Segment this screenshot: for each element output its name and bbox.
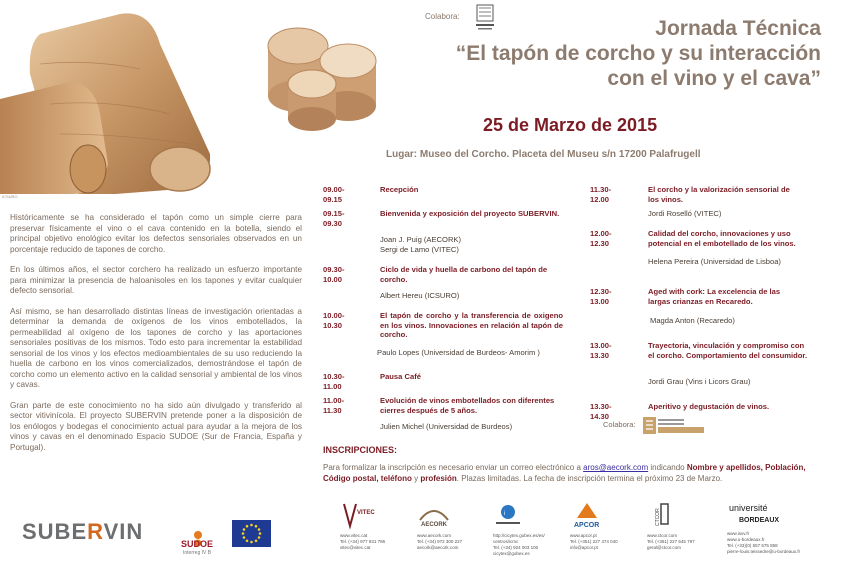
event-location: Lugar: Museo del Corcho. Placeta del Museu s/n 17200 Palafrugell — [386, 149, 701, 160]
ctcor-contact — [647, 533, 712, 551]
program-title: Calidad del corcho, innovaciones y uso potencial en el embotellado de los vinos. — [648, 229, 796, 248]
partner-contact-line: www.apcor.pt — [570, 533, 597, 538]
partner-contact-line: Tel. (+34) 924 003 100 — [493, 545, 539, 550]
program-speaker: Albert Hereu (ICSURO) — [380, 291, 460, 300]
svg-text:i: i — [504, 511, 506, 517]
program-speaker: Sergi de Lamo (VITEC) — [380, 245, 459, 254]
program-title: Aperitivo y degustación de vinos. — [648, 402, 770, 411]
program-title: Ciclo de vida y huella de carbono del tapón de corcho. — [380, 265, 548, 284]
registration-text — [323, 462, 811, 484]
vitec-logo — [340, 500, 375, 530]
program-time: 13.00-13.30 — [590, 341, 612, 360]
partner-contact-line: cicytex@gobex.es — [493, 551, 530, 556]
svg-text:BORDEAUX: BORDEAUX — [739, 517, 780, 524]
program-speaker: Paulo Lopes (Universidad de Burdeos- Amorim ) — [377, 348, 540, 357]
title-line-1: Jornada Técnica — [655, 17, 821, 40]
event-date: 25 de Marzo de 2015 — [483, 115, 658, 135]
registration-text-part: y — [411, 474, 421, 483]
partner-contact-line: Tel. (+34) 977 831 786 — [340, 539, 386, 544]
program-speaker: Helena Pereira (Universidad de Lisboa) — [648, 257, 781, 266]
universite-bordeaux-logo — [727, 500, 785, 530]
intro-paragraph: En los últimos años, el sector corchero ha realizado un esfuerzo importante para minimizar la presencia de haloanisoles en los tapones y evitar cualquier defecto sensorial. — [10, 265, 302, 295]
title-line-3: con el vino y el cava” — [607, 67, 821, 90]
apcor-contact — [570, 533, 635, 551]
program-time: 10.30-11.00 — [323, 372, 345, 391]
eu-flag-icon — [232, 520, 271, 547]
program-title: Aged with cork: La excelencia de las largas crianzas en Recaredo. — [648, 287, 781, 306]
program-speaker: Jordi Roselló (VITEC) — [648, 209, 722, 218]
photo-credit: ICSURO — [2, 194, 18, 199]
partner-contact-line: www.ctcor.com — [647, 533, 678, 538]
program-speaker: Joan J. Puig (AECORK) — [380, 235, 462, 244]
registration-required-fields: Nombre y apellidos, Población, Código postal, teléfono — [323, 463, 806, 483]
program-speaker: Julien Michel (Universidad de Burdeos) — [380, 422, 513, 431]
registration-text-part: Para formalizar la inscripción es necesario enviar un correo electrónico a — [323, 463, 584, 472]
program-title: Trayectoria, vinculación y compromiso con el corcho. Comportamiento del consumidor. — [648, 341, 808, 360]
registration-heading: INSCRIPCIONES: — [323, 445, 398, 455]
partner-contact-line: aecork@aecork.com — [417, 545, 459, 550]
partner-contact-line: www.aecork.com — [417, 533, 452, 538]
svg-text:APCOR: APCOR — [574, 522, 600, 529]
icsuro-logo — [493, 500, 523, 530]
colabora-label-2: Colabora: — [603, 420, 636, 429]
program-time: 13.30-14.30 — [590, 402, 612, 421]
svg-text:AECORK: AECORK — [421, 522, 448, 528]
subervin-logo-text: VIN — [103, 519, 144, 544]
partner-contact-line: info@apcor.pt — [570, 545, 598, 550]
partner-contact-line: www.vitec.cat — [340, 533, 368, 538]
program-time: 09.15-09.30 — [323, 209, 345, 228]
partner-contact-line: www.u-bordeaux.fr — [727, 537, 765, 542]
registration-required-field: profesión — [420, 474, 457, 483]
sudoe-sublabel: Interreg IV B — [183, 550, 212, 556]
partner-contact-line: Tel. (+33)(0) 557 575 858 — [727, 543, 778, 548]
partner-contact-line: www.isvv.fr — [727, 531, 750, 536]
svg-text:VITEC: VITEC — [357, 510, 375, 516]
program-title: El tapón de corcho y la transferencia de oxigeno en los vinos. Innovaciones en relación al tapón de corcho. — [380, 311, 563, 339]
icsuro-contact — [493, 533, 563, 557]
aecork-logo — [417, 500, 451, 530]
cork-pieces-image — [250, 6, 382, 136]
program-title: Pausa Café — [380, 372, 421, 381]
vitec-contact — [340, 533, 400, 551]
program-title: El corcho y la valorización sensorial de los vinos. — [648, 185, 790, 204]
registration-text-part: . Plazas limitadas. La fecha de inscripción termina el próximo 23 de Marzo. — [456, 474, 723, 483]
aecork-contact — [417, 533, 477, 551]
universite-bordeaux-contact — [727, 531, 827, 555]
program-title: Bienvenida y exposición del proyecto SUBERVIN. — [380, 209, 560, 218]
subervin-logo-accent: R — [87, 519, 104, 544]
program-time: 10.00-10.30 — [323, 311, 345, 330]
partner-contact-line: Tel. (+351) 227 645 797 — [647, 539, 695, 544]
ctcor-logo — [647, 500, 677, 530]
svg-text:CTCOR: CTCOR — [655, 508, 661, 526]
program-title: Recepción — [380, 185, 419, 194]
partner-contact-line: geral@ctcor.com — [647, 545, 681, 550]
intro-paragraph: Gran parte de este conocimiento no ha sido aún divulgado y transferido al sector vitivinícola. El proyecto SUBERVIN pretende poner a la disposición de los enólogos y bodegas el conocimiento actual para ayudar a la mejora de los vinos y cavas en el denominado Espacio SUDOE (Sur de Francia, España y Portugal). — [10, 400, 302, 452]
registration-email-link[interactable]: aros@aecork.com — [583, 463, 649, 472]
program-time: 12.30-13.00 — [590, 287, 612, 306]
partner-contact-line: http://cicytex.gobex.es/es/ — [493, 533, 545, 538]
title-line-2: “El tapón de corcho y su interacción — [455, 42, 821, 65]
subervin-logo-text: SUBE — [22, 519, 88, 544]
intro-text — [10, 213, 302, 463]
intro-paragraph: Históricamente se ha considerado el tapón como un simple cierre para preservar físicamente el vino o el cava contenido en la botella, siendo el principal objetivo enológico evitar los defectos sensoriales observados en un porcentaje reducido de tapones de corcho. — [10, 213, 302, 254]
program-speaker: Magda Anton (Recaredo) — [650, 316, 735, 325]
partner-contact-line: pierre-louis.teissedre@u-bordeaux.fr — [727, 549, 801, 554]
program-time: 09.30-10.00 — [323, 265, 345, 284]
partner-contact-line: Tel. (+351) 227 474 040 — [570, 539, 618, 544]
partner-contact-line: centros/icmc — [493, 539, 519, 544]
registration-text-part: indicando — [648, 463, 687, 472]
sudoe-label: SUDOE — [181, 539, 214, 549]
subervin-logo — [22, 519, 143, 545]
partner-contact-line: Tel. (+34) 972 300 227 — [417, 539, 463, 544]
program-time: 11.30-12.00 — [590, 185, 612, 204]
svg-text:université: université — [729, 503, 768, 513]
intro-paragraph: Así mismo, se han desarrollado distintas líneas de investigación orientadas a determinar la demanda de oxígenos de los vinos embotellados, la permeabilidad al oxígeno de los tapones de corcho y las aportaciones sensoriales positivas de los mismos. Todo esto para incrementar la estabilidad sensorial de los vinos y los efectos medioambientales de su uso reduciendo la huella de carbono en los vinos comercializados, demostrándose el tapón de corcho como un elemento activo en la calidad sensorial y ambiental de los vinos y cavas. — [10, 306, 302, 389]
event-title — [391, 16, 821, 91]
partner-contact-line: vitec@vitec.cat — [340, 545, 371, 550]
program-time: 11.00-11.30 — [323, 396, 345, 415]
program-time: 09.00-09.15 — [323, 185, 345, 204]
colabora-label: Colabora: — [425, 12, 460, 21]
apcor-logo — [570, 500, 604, 530]
program-title: Evolución de vinos embotellados con diferentes cierres después de 5 años. — [380, 396, 555, 415]
program-time: 12.00-12.30 — [590, 229, 612, 248]
serra-logo — [643, 417, 708, 434]
cork-stoppers-image — [0, 4, 218, 194]
program-speaker: Jordi Grau (Vins i Licors Grau) — [648, 377, 751, 386]
